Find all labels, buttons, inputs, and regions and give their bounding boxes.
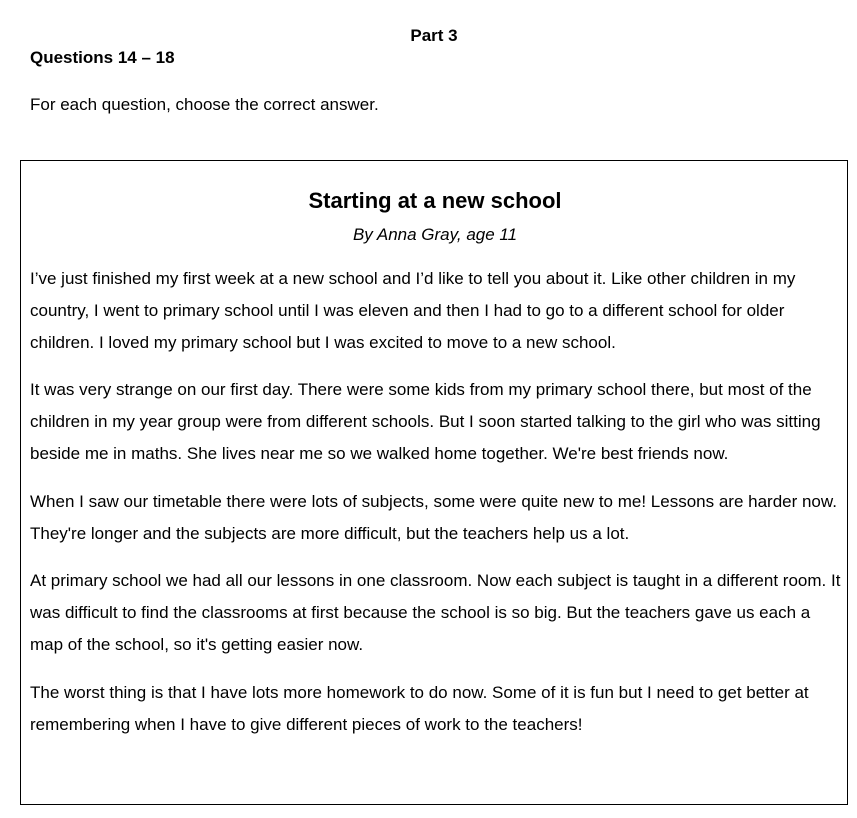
part-title: Part 3 bbox=[410, 26, 458, 45]
article-paragraph: When I saw our timetable there were lots of subjects, some were quite new to me! Lessons are harder now. They're longer and the subjects are more difficult, but the teachers help us a lot. bbox=[30, 491, 837, 543]
instruction-text: For each question, choose the correct answer. bbox=[30, 95, 379, 114]
article-paragraph: I’ve just finished my first week at a new school and I’d like to tell you about it. Like other children in my country, I went to primary school until I was eleven and then I had to go to a different school for older children. I loved my primary school but I was excited to move to a new school. bbox=[30, 269, 796, 352]
article-box bbox=[20, 160, 848, 805]
article-paragraph: The worst thing is that I have lots more homework to do now. Some of it is fun but I need to get better at remembering when I have to give different pieces of work to the teachers! bbox=[30, 682, 809, 734]
article-paragraph: At primary school we had all our lessons in one classroom. Now each subject is taught in a different room. It was difficult to find the classrooms at first because the school is so big. But the teachers gave us each a map of the school, so it's getting easier now. bbox=[30, 571, 841, 654]
article-byline: By Anna Gray, age 11 bbox=[352, 225, 518, 244]
article-title: Starting at a new school bbox=[308, 188, 562, 213]
article-body bbox=[30, 263, 842, 756]
article-paragraph: It was very strange on our first day. There were some kids from my primary school there, but most of the children in my year group were from different schools. But I soon started talking to the girl who was sitting beside me in maths. She lives near me so we walked home together. We're best friends now. bbox=[30, 380, 821, 463]
questions-label: Questions 14 – 18 bbox=[30, 48, 175, 67]
